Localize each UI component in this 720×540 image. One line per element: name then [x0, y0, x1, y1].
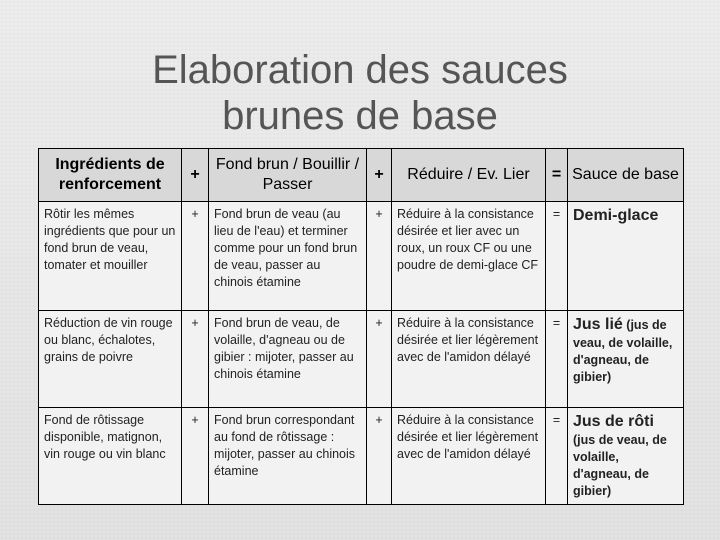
sauce-name: Jus lié	[573, 316, 623, 333]
header-reduire: Réduire / Ev. Lier	[392, 149, 546, 202]
header-plus-1: +	[182, 149, 209, 202]
cell-reduire: Réduire à la consistance désirée et lier légèrement avec de l'amidon délayé	[392, 311, 546, 408]
cell-sauce	[568, 202, 684, 311]
title-line-1: Elaboration des sauces	[152, 47, 568, 92]
cell-plus-2: +	[367, 311, 392, 408]
cell-ingredients: Fond de rôtissage disponible, matignon, vin rouge ou vin blanc	[39, 408, 182, 505]
header-equals: =	[546, 149, 568, 202]
cell-plus-1: +	[182, 311, 209, 408]
cell-sauce	[568, 408, 684, 505]
sauce-detail-inline: (jus	[626, 318, 649, 332]
cell-equals: =	[546, 311, 568, 408]
table-row	[39, 311, 684, 408]
cell-reduire: Réduire à la consistance désirée et lier avec un roux, un roux CF ou une poudre de demi-glace CF	[392, 202, 546, 311]
cell-ingredients: Réduction de vin rouge ou blanc, échalotes, grains de poivre	[39, 311, 182, 408]
cell-plus-1: +	[182, 408, 209, 505]
cell-plus-2: +	[367, 202, 392, 311]
cell-plus-1: +	[182, 202, 209, 311]
cell-equals: =	[546, 202, 568, 311]
header-fond: Fond brun / Bouillir / Passer	[209, 149, 367, 202]
header-plus-2: +	[367, 149, 392, 202]
table-row	[39, 408, 684, 505]
sauce-name: Jus de rôti	[573, 413, 654, 430]
sauce-detail: de veau, de volaille, d'agneau, de gibier)	[573, 318, 673, 384]
cell-sauce	[568, 311, 684, 408]
sauce-name: Demi-glace	[573, 207, 659, 224]
cell-reduire: Réduire à la consistance désirée et lier légèrement avec de l'amidon délayé	[392, 408, 546, 505]
title-line-2: brunes de base	[222, 93, 498, 138]
cell-fond: Fond brun de veau (au lieu de l'eau) et terminer comme pour un fond brun de veau, passer au chinois étamine	[209, 202, 367, 311]
cell-fond: Fond brun correspondant au fond de rôtissage : mijoter, passer au chinois étamine	[209, 408, 367, 505]
page-title	[60, 47, 660, 139]
header-sauce: Sauce de base	[568, 149, 684, 202]
header-row	[39, 149, 684, 202]
cell-equals: =	[546, 408, 568, 505]
cell-plus-2: +	[367, 408, 392, 505]
header-ingredients: Ingrédients de renforcement	[39, 149, 182, 202]
table-row	[39, 202, 684, 311]
cell-fond: Fond brun de veau, de volaille, d'agneau ou de gibier : mijoter, passer au chinois étamine	[209, 311, 367, 408]
sauces-table	[38, 148, 684, 505]
cell-ingredients: Rôtir les mêmes ingrédients que pour un fond brun de veau, tomater et mouiller	[39, 202, 182, 311]
sauce-detail: (jus de veau, de volaille, d'agneau, de gibier)	[573, 433, 667, 498]
